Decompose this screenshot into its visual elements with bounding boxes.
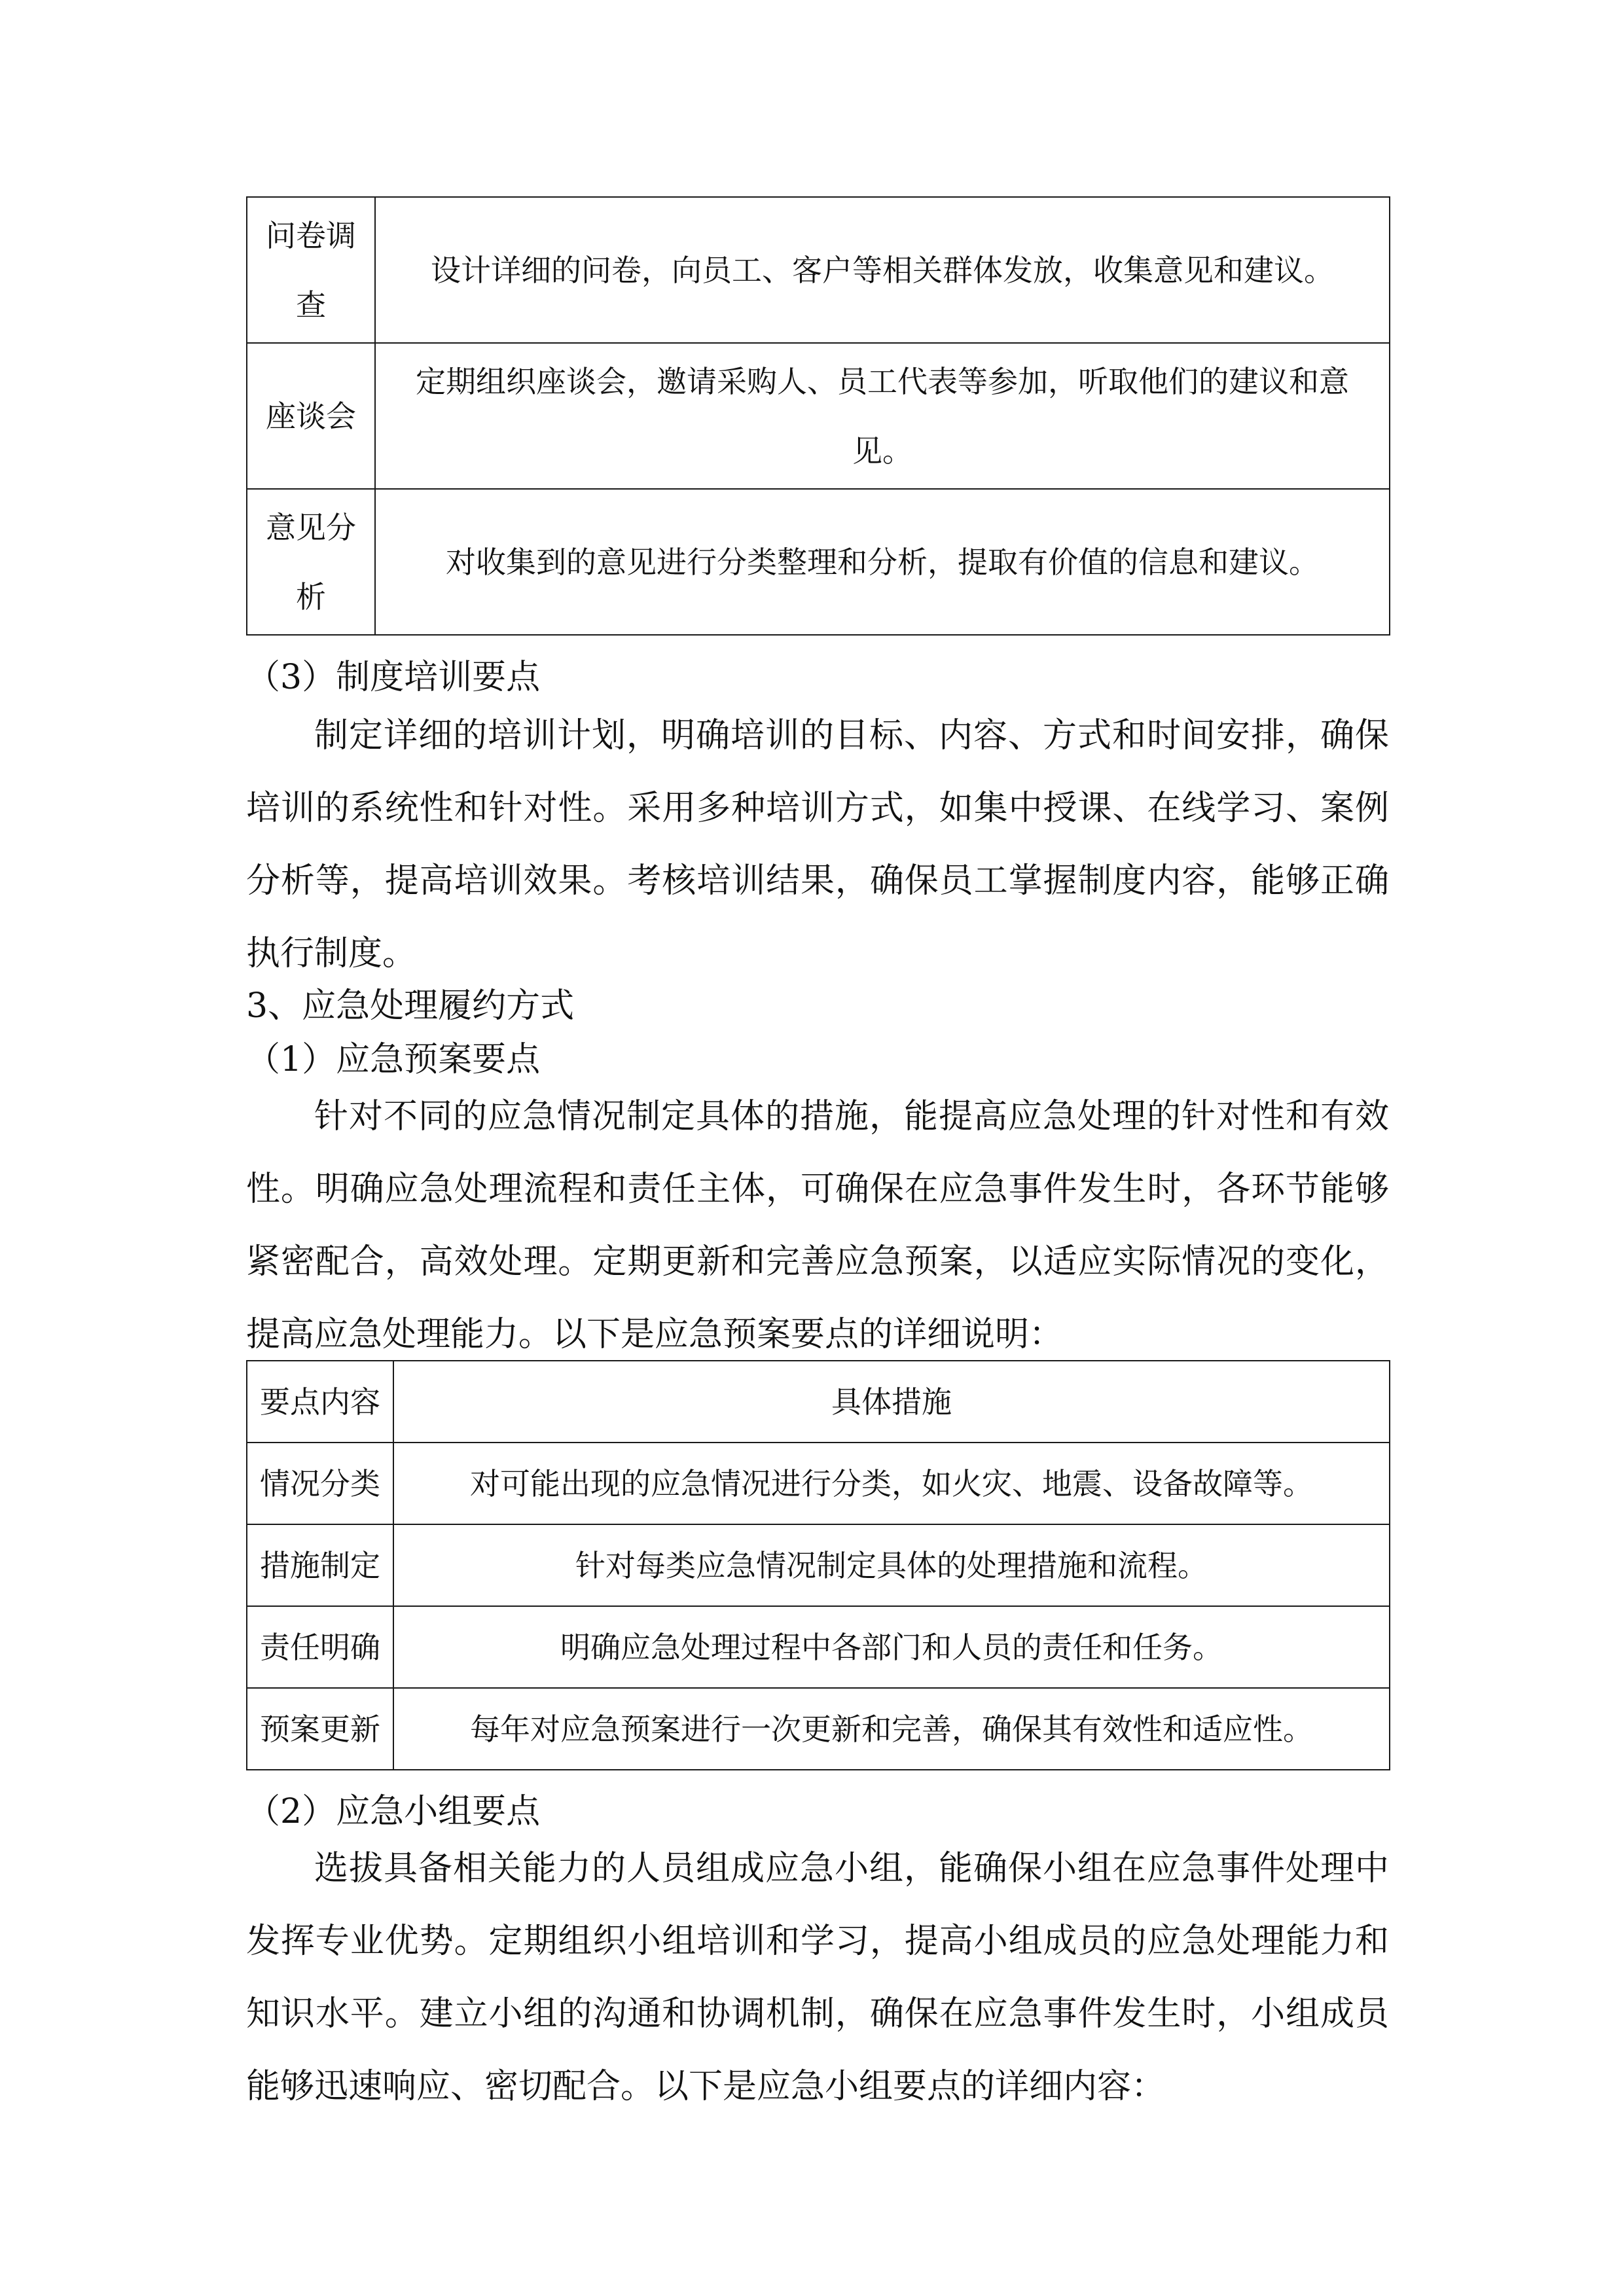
table-row xyxy=(247,489,1390,635)
table-cell-label: 责任明确 xyxy=(247,1606,393,1688)
table-cell-label: 问卷调查 xyxy=(247,197,375,343)
training-paragraph: 制定详细的培训计划，明确培训的目标、内容、方式和时间安排，确保培训的系统性和针对性。采用多种培训方式，如集中授课、在线学习、案例分析等，提高培训效果。考核培训结果，确保员工掌握制度内容，能够正确执行制度。 xyxy=(246,716,1389,973)
table-row xyxy=(247,1524,1390,1606)
table-cell-content: 对可能出现的应急情况进行分类，如火灾、地震、设备故障等。 xyxy=(393,1443,1390,1524)
table-cell-label: 情况分类 xyxy=(247,1443,393,1524)
table-cell-label: 措施制定 xyxy=(247,1524,393,1606)
table-cell-label: 座谈会 xyxy=(247,343,375,489)
table-cell-content: 针对每类应急情况制定具体的处理措施和流程。 xyxy=(393,1524,1390,1606)
table-row xyxy=(247,1606,1390,1688)
table-cell-content: 对收集到的意见进行分类整理和分析，提取有价值的信息和建议。 xyxy=(375,489,1390,635)
table-row xyxy=(247,1688,1390,1770)
emergency-team-heading: （2）应急小组要点 xyxy=(246,1792,541,1831)
emergency-plan-heading: （1）应急预案要点 xyxy=(246,1040,541,1079)
table-header-label: 要点内容 xyxy=(247,1361,393,1443)
training-heading: （3）制度培训要点 xyxy=(246,658,541,697)
emergency-plan-table xyxy=(246,1360,1390,1770)
table-row xyxy=(247,343,1390,489)
table-cell-content: 定期组织座谈会，邀请采购人、员工代表等参加，听取他们的建议和意见。 xyxy=(375,343,1390,489)
table-cell-label: 意见分析 xyxy=(247,489,375,635)
table-header-row xyxy=(247,1361,1390,1443)
table-header-content: 具体措施 xyxy=(393,1361,1390,1443)
table-cell-label: 预案更新 xyxy=(247,1688,393,1770)
table-row xyxy=(247,1443,1390,1524)
table-row xyxy=(247,197,1390,343)
emergency-section-heading: 3、应急处理履约方式 xyxy=(246,986,575,1026)
table-cell-content: 设计详细的问卷，向员工、客户等相关群体发放，收集意见和建议。 xyxy=(375,197,1390,343)
table-cell-content: 每年对应急预案进行一次更新和完善，确保其有效性和适应性。 xyxy=(393,1688,1390,1770)
table-cell-content: 明确应急处理过程中各部门和人员的责任和任务。 xyxy=(393,1606,1390,1688)
feedback-methods-table xyxy=(246,196,1390,636)
emergency-plan-paragraph: 针对不同的应急情况制定具体的措施，能提高应急处理的针对性和有效性。明确应急处理流程和责任主体，可确保在应急事件发生时，各环节能够紧密配合，高效处理。定期更新和完善应急预案，以适应实际情况的变化，提高应急处理能力。以下是应急预案要点的详细说明： xyxy=(246,1097,1389,1354)
emergency-team-paragraph: 选拔具备相关能力的人员组成应急小组，能确保小组在应急事件处理中发挥专业优势。定期组织小组培训和学习，提高小组成员的应急处理能力和知识水平。建立小组的沟通和协调机制，确保在应急事件发生时，小组成员能够迅速响应、密切配合。以下是应急小组要点的详细内容： xyxy=(246,1849,1389,2106)
